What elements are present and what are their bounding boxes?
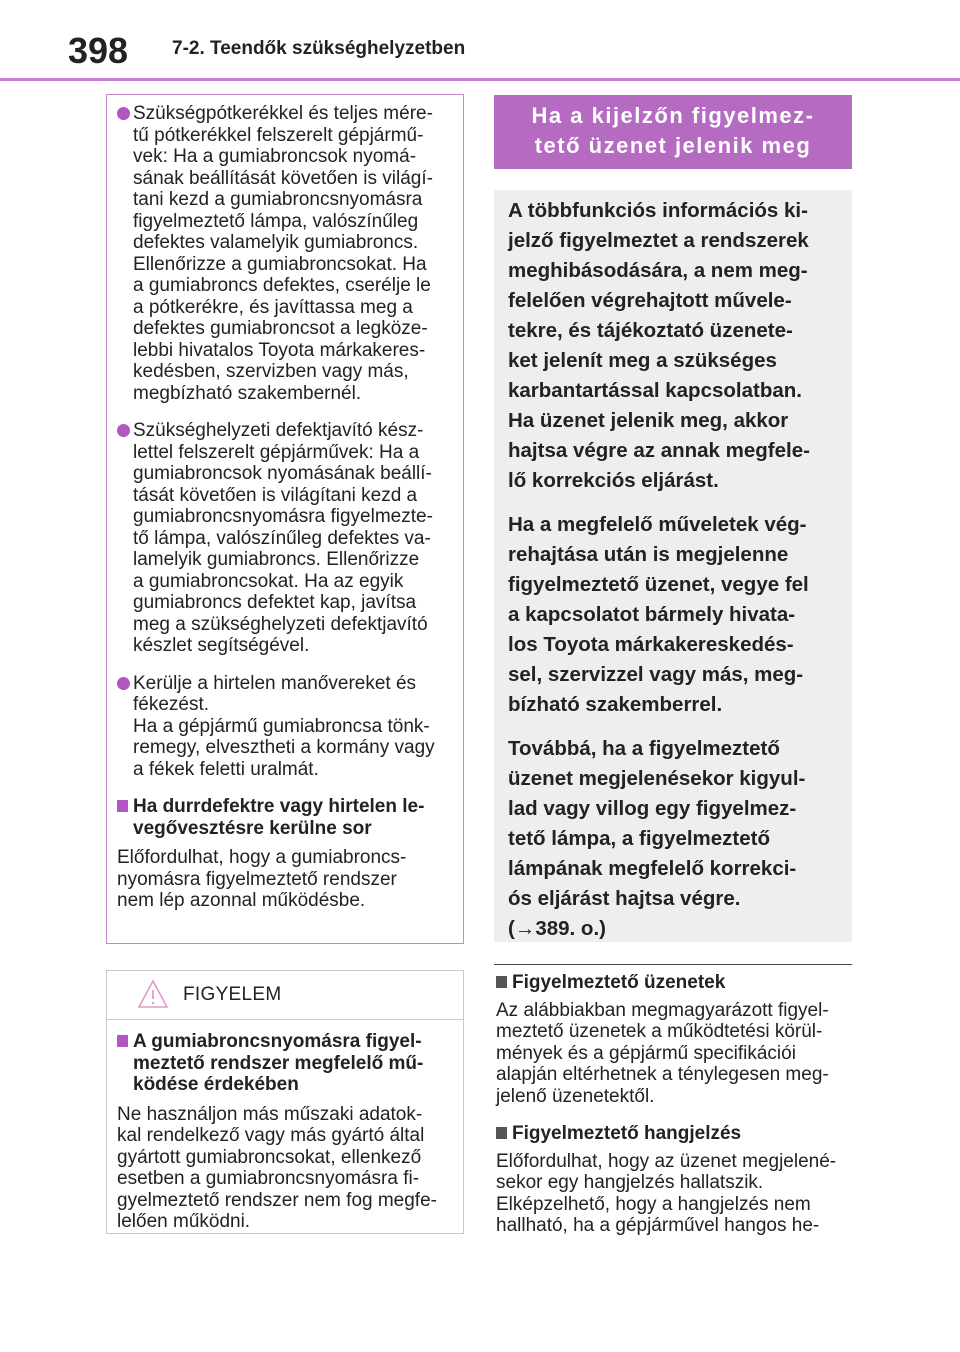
intro-box [494,190,852,942]
warning-paragraph: Ne használjon más műszaki adatok- kal rendelkező vagy más gyártó által gyártott gumiabroncsokat, ellenkező esetben a gumiabroncsnyomásra fi- gyelmeztető rendszer nem fog megfe- lelően működni. [117,1103,437,1232]
right-column [496,972,852,1237]
section-banner [494,95,852,169]
section-paragraph: Előfordulhat, hogy az üzenet megjelené- sekor egy hangjelzés hallatszik. Elképzelhető, hogy a hangjelzés nem hallható, ha a gépjárművel hangos he- [496,1150,837,1236]
section-heading [496,1123,852,1145]
section-heading [496,972,852,994]
square-bullet-icon [117,1035,128,1047]
bullet-item [117,420,449,657]
subheading-text: Ha durrdefektre vagy hirtelen le- vegővesztésre kerülne sor [133,796,425,839]
right-divider [494,964,852,965]
intro-paragraph: Ha a megfelelő műveletek vég- rehajtása után is megjelenne figyelmeztető üzenet, vegye fel a kapcsolatot bármely hivata- los Toyota márkakereskedés- sel, szervizzel vagy más, meg- bízható szakemberrel. [508,513,809,716]
warning-triangle-icon [137,979,169,1009]
header-divider [0,78,960,81]
info-box [106,94,464,944]
banner-title: Ha a kijelzőn figyelmez- tető üzenet jelenik meg [531,103,815,158]
warning-box [106,970,464,1234]
warning-subheading [117,1031,449,1096]
bullet-item [117,103,449,404]
square-bullet-icon [117,800,128,812]
section-paragraph: Az alábbiakban megmagyarázott figyel- meztető üzenetek a működtetési körül- mények és a gépjármű specifikációi alapján eltérhetnek a ténylegesen meg- jelenő üzenetektől. [496,999,829,1107]
bullet-text: Szükséghelyzeti defektjavító kész- lettel felszerelt gépjárművek: Ha a gumiabroncsok nyomásának beállí- tását követően is világítani kezd a gumiabroncsnyomásra figyelmezte- tő lámpa, valószínűleg defektes va- lamelyik gumiabroncs. Ellenőrizze a gumiabroncsokat. Ha az egyik gumiabroncs defektet kap, javítsa meg a szükséghelyzeti defektjavító készlet segítségével. [133,420,433,656]
warning-header [117,971,449,1021]
bullet-dot-icon [117,677,130,690]
square-bullet-icon [496,1127,507,1139]
warning-heading: A gumiabroncsnyomásra figyel- meztető rendszer megfelelő mű- ködése érdekében [133,1031,424,1095]
subheading [117,796,449,839]
intro-paragraph: Továbbá, ha a figyelmeztető üzenet megjelenésekor kigyul- lad vagy villog egy figyelmez- tető lámpa, a figyelmeztető lámpának megfelelő korrekci- ós eljárást hajtsa végre. (→389. o.) [508,737,806,940]
section-heading-text: Figyelmeztető üzenetek [512,972,726,993]
bullet-text: Kerülje a hirtelen manővereket és fékezést. Ha a gépjármű gumiabroncsa tönk- remegy, elvesztheti a kormány vagy a fékek feletti uralmát. [133,672,435,780]
bullet-dot-icon [117,424,130,437]
intro-paragraph: A többfunkciós információs ki- jelző figyelmeztet a rendszerek meghibásodására, a nem meg- felelően végrehajtott művele- tekre, és tájékoztató üzenete- ket jelenít meg a szükséges karbantartással kapcsolatban. Ha üzenet jelenik meg, akkor hajtsa végre az annak megfele- lő korrekciós eljárást. [508,199,810,492]
info-paragraph: Előfordulhat, hogy a gumiabroncs- nyomásra figyelmeztető rendszer nem lép azonnal működésbe. [117,847,407,911]
section-heading-text: Figyelmeztető hangjelzés [512,1123,742,1144]
bullet-text: Szükségpótkerékkel és teljes mére- tű pótkerékkel felszerelt gépjármű- vek: Ha a gumiabroncsok nyomá- sának beállítását követően is világí- tani kezd a gumiabroncsnyomásra figyelmeztető lámpa, valószínűleg defektes valamelyik gumiabroncs. Ellenőrizze a gumiabroncsokat. Ha a gumiabroncs defektes, cserélje le a pótkerékre, és javíttassa meg a defektes gumiabroncsot a legköze- lebbi hivatalos Toyota márkakeres- kedésben, szervizben vagy más, megbízható szakembernél. [133,103,433,404]
bullet-item [117,673,449,781]
bullet-dot-icon [117,107,130,120]
page-number: 398 [68,30,129,71]
square-bullet-icon [496,976,507,988]
warning-divider [107,1019,463,1020]
section-title: 7-2. Teendők szükséghelyzetben [172,38,466,59]
warning-label: FIGYELEM [183,984,282,1005]
